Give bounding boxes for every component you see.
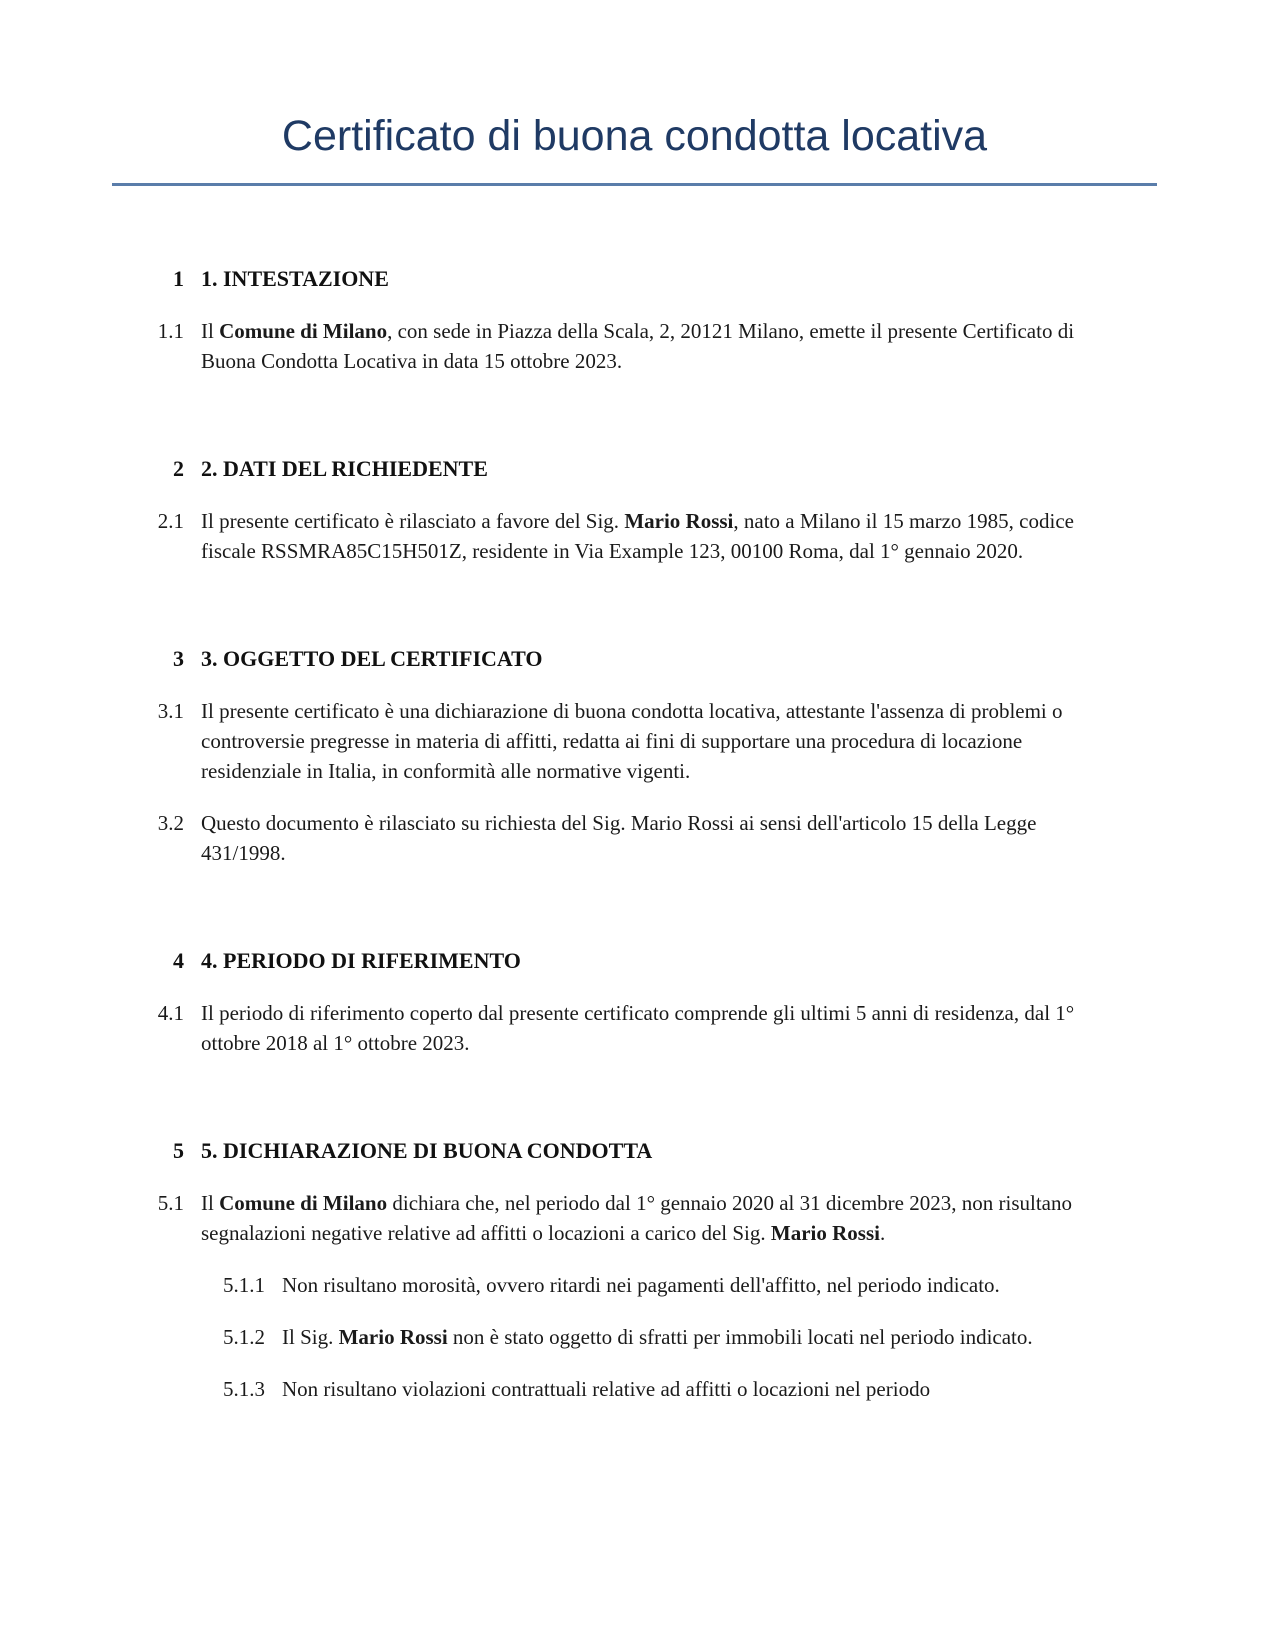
text-segment: Il presente certificato è una dichiarazione di buona condotta locativa, attestante l'assenza di problemi o controversie pregresse in materia di affitti, redatta ai fini di supportare una procedura di locazione residenziale in Italia, in conformità alle normative vigenti. [201, 699, 1063, 783]
text-segment: dichiara che, nel periodo dal 1° gennaio 2020 al 31 dicembre 2023, non risultano segnalazioni negative relative ad affitti o locazioni a carico del Sig. [201, 1191, 1072, 1245]
section-number: 2 [173, 456, 184, 481]
paragraph-number: 5.1.3 [223, 1377, 265, 1401]
section-number: 5 [173, 1138, 184, 1163]
paragraph-number: 4.1 [157, 1001, 184, 1025]
paragraph-text [201, 998, 1123, 1058]
text-segment: Il Sig. [282, 1325, 339, 1349]
paragraph-number: 5.1.1 [223, 1273, 265, 1297]
emphasized-text: Mario Rossi [624, 509, 734, 533]
section-heading-row [112, 454, 1157, 484]
paragraph-row [112, 1188, 1157, 1248]
document-section [112, 1136, 1157, 1404]
text-segment: . [879, 1221, 886, 1245]
section-heading: 3. OGGETTO DEL CERTIFICATO [201, 646, 543, 671]
paragraph-text [282, 1322, 1122, 1352]
paragraph-row [112, 808, 1157, 868]
section-heading-row [112, 264, 1157, 294]
paragraph-number: 1.1 [157, 319, 184, 343]
section-heading: 5. DICHIARAZIONE DI BUONA CONDOTTA [201, 1138, 653, 1163]
section-heading: 4. PERIODO DI RIFERIMENTO [201, 948, 521, 973]
paragraph-number: 3.1 [157, 699, 184, 723]
paragraph-row [112, 316, 1157, 376]
document-section [112, 264, 1157, 376]
paragraph-row [112, 1270, 1157, 1300]
text-segment: non è stato oggetto di sfratti per immobili locati nel periodo indicato. [447, 1325, 1033, 1349]
document-sections [112, 264, 1157, 1404]
text-segment: Il periodo di riferimento coperto dal presente certificato comprende gli ultimi 5 anni di residenza, dal 1° ottobre 2018 al 1° ottobre 2023. [201, 1001, 1075, 1055]
emphasized-text: Mario Rossi [770, 1221, 880, 1245]
paragraph-text [201, 316, 1123, 376]
paragraph-row [112, 1322, 1157, 1352]
section-heading-row [112, 1136, 1157, 1166]
text-segment: Il [201, 1191, 220, 1215]
text-segment: , nato a Milano il 15 marzo 1985, codice fiscale RSSMRA85C15H501Z, residente in Via Example 123, 00100 Roma, dal 1° gennaio 2020. [201, 509, 1074, 563]
section-heading: 2. DATI DEL RICHIEDENTE [201, 456, 488, 481]
section-heading-row [112, 644, 1157, 674]
section-number: 3 [173, 646, 184, 671]
document-section [112, 946, 1157, 1058]
paragraph-text [282, 1374, 1122, 1404]
document-section [112, 644, 1157, 868]
paragraph-row [112, 696, 1157, 786]
section-heading-row [112, 946, 1157, 976]
paragraph-number: 2.1 [157, 509, 184, 533]
paragraph-row [112, 506, 1157, 566]
emphasized-text: Comune di Milano [219, 319, 388, 343]
paragraph-text [201, 1188, 1123, 1248]
text-segment: , con sede in Piazza della Scala, 2, 20121 Milano, emette il presente Certificato di Buona Condotta Locativa in data 15 ottobre 2023. [201, 319, 1075, 373]
paragraph-text [201, 506, 1123, 566]
text-segment: Il [201, 319, 220, 343]
paragraph-row [112, 1374, 1157, 1404]
text-segment: Il presente certificato è rilasciato a favore del Sig. [201, 509, 625, 533]
section-number: 1 [173, 266, 184, 291]
section-number: 4 [173, 948, 184, 973]
text-segment: Questo documento è rilasciato su richiesta del Sig. Mario Rossi ai sensi dell'articolo 15 della Legge 431/1998. [201, 811, 1037, 865]
paragraph-row [112, 998, 1157, 1058]
document-title: Certificato di buona condotta locativa [281, 112, 988, 160]
paragraph-text [201, 808, 1123, 868]
paragraph-number: 5.1.2 [223, 1325, 265, 1349]
paragraph-number: 5.1 [157, 1191, 184, 1215]
document-section [112, 454, 1157, 566]
text-segment: Non risultano morosità, ovvero ritardi nei pagamenti dell'affitto, nel periodo indicato. [282, 1273, 1000, 1297]
section-heading: 1. INTESTAZIONE [201, 266, 389, 291]
paragraph-text [201, 696, 1123, 786]
text-segment: Non risultano violazioni contrattuali relative ad affitti o locazioni nel periodo [282, 1377, 931, 1401]
emphasized-text: Mario Rossi [338, 1325, 448, 1349]
title-underline-rule [112, 183, 1157, 186]
emphasized-text: Comune di Milano [219, 1191, 388, 1215]
paragraph-number: 3.2 [157, 811, 184, 835]
paragraph-text [282, 1270, 1122, 1300]
